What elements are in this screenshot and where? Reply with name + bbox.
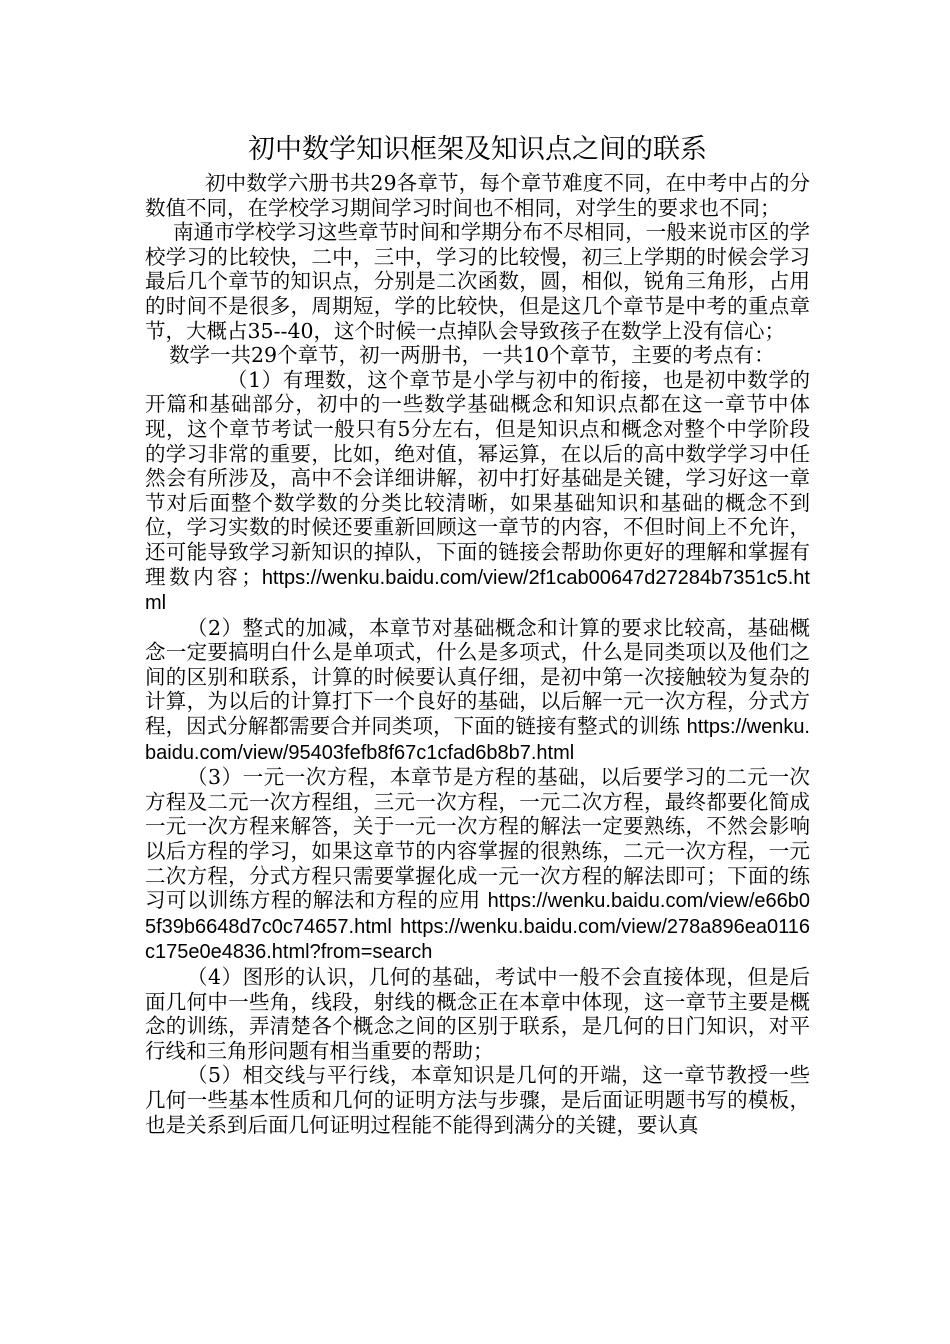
paragraph-polynomials bbox=[145, 616, 810, 766]
paragraph-linear-equations bbox=[145, 765, 810, 965]
paragraph-nantong: 南通市学校学习这些章节时间和学期分布不尽相同，一般来说市区的学校学习的比较快，二中，三中，学习的比较慢，初三上学期的时候会学习最后几个章节的知识点，分别是二次函数，圆，相似，锐角三角形，占用的时间不是很多，周期短，学的比较快，但是这几个章节是中考的重点章节，大概占35--40，这个时候一点掉队会导致孩子在数学上没有信心； bbox=[145, 220, 810, 343]
paragraph-chapters-overview: 数学一共29个章节，初一两册书，一共10个章节，主要的考点有： bbox=[169, 343, 775, 368]
paragraph-text: （2）整式的加减，本章节对基础概念和计算的要求比较高，基础概念一定要搞明白什么是单项式，什么是多项式，什么是同类项以及他们之间的区别和联系，计算的时候要认真仔细，是初中第一次接触较为复杂的计算，为以后的计算打下一个良好的基础，以后解一元一次方程，分式方程，因式分解都需要合并同类项，下面的链接有整式的训练 bbox=[145, 615, 810, 739]
linear-equations-link-1[interactable]: https://wenku.baidu.com/view/e66b05f39b6648d7c0c74657.html bbox=[145, 890, 810, 938]
document-title: 初中数学知识框架及知识点之间的联系 bbox=[248, 134, 707, 165]
paragraph-parallel-lines: （5）相交线与平行线，本章知识是几何的开端，这一章节教授一些几何一些基本性质和几何的证明方法与步骤，是后面证明题书写的模板，也是关系到后面几何证明过程能不能得到满分的关键，要认真 bbox=[145, 1063, 810, 1137]
linear-equations-link-2[interactable]: https://wenku.baidu.com/view/278a896ea0116c175e0e4836.html?from=search bbox=[145, 915, 810, 964]
paragraph-text: （1）有理数，这个章节是小学与初中的衔接，也是初中数学的开篇和基础部分，初中的一些数学基础概念和知识点都在这一章节中体现，这个章节考试一般只有5分左右，但是知识点和概念对整个中学阶段的学习非常的重要，比如，绝对值，幂运算，在以后的高中数学学习中任然会有所涉及，高中不会详细讲解，初中打好基础是关键，学习好这一章节对后面整个数学数的分类比较清晰，如果基础知识和基础的概念不到位，学习实数的时候还要重新回顾这一章节的内容，不但时间上不允许，还可能导致学习新知识的掉队，下面的链接会帮助你更好的理解和掌握有理数内容； bbox=[145, 367, 810, 589]
paragraph-text: （3）一元一次方程，本章节是方程的基础，以后要学习的二元一次方程及二元一次方程组，三元一次方程，一元二次方程，最终都要化简成一元一次方程来解答，关于一元一次方程的解法一定要熟练，不然会影响以后方程的学习，如果这章节的内容掌握的很熟练，二元一次方程，一元二次方程，分式方程只需要掌握化成一元一次方程的解法即可；下面的练习可以训练方程的解法和方程的应用 bbox=[145, 765, 810, 913]
document-body bbox=[145, 133, 810, 1137]
paragraph-intro: 初中数学六册书共29各章节，每个章节难度不同，在中考中占的分数值不同，在学校学习期间学习时间也不相同，对学生的要求也不同； bbox=[145, 171, 810, 220]
paragraph-geometry-figures: （4）图形的认识，几何的基础，考试中一般不会直接体现，但是后面几何中一些角，线段，射线的概念正在本章中体现，这一章节主要是概念的训练，弄清楚各个概念之间的区别于联系，是几何的日门知识，对平行线和三角形问题有相当重要的帮助； bbox=[145, 965, 810, 1063]
rational-numbers-link[interactable]: https://wenku.baidu.com/view/2f1cab00647d27284b7351c5.html bbox=[145, 566, 810, 615]
paragraph-rational-numbers bbox=[145, 368, 810, 616]
polynomials-link[interactable]: https://wenku.baidu.com/view/95403fefb8f67c1cfad6b8b7.html bbox=[145, 716, 810, 764]
